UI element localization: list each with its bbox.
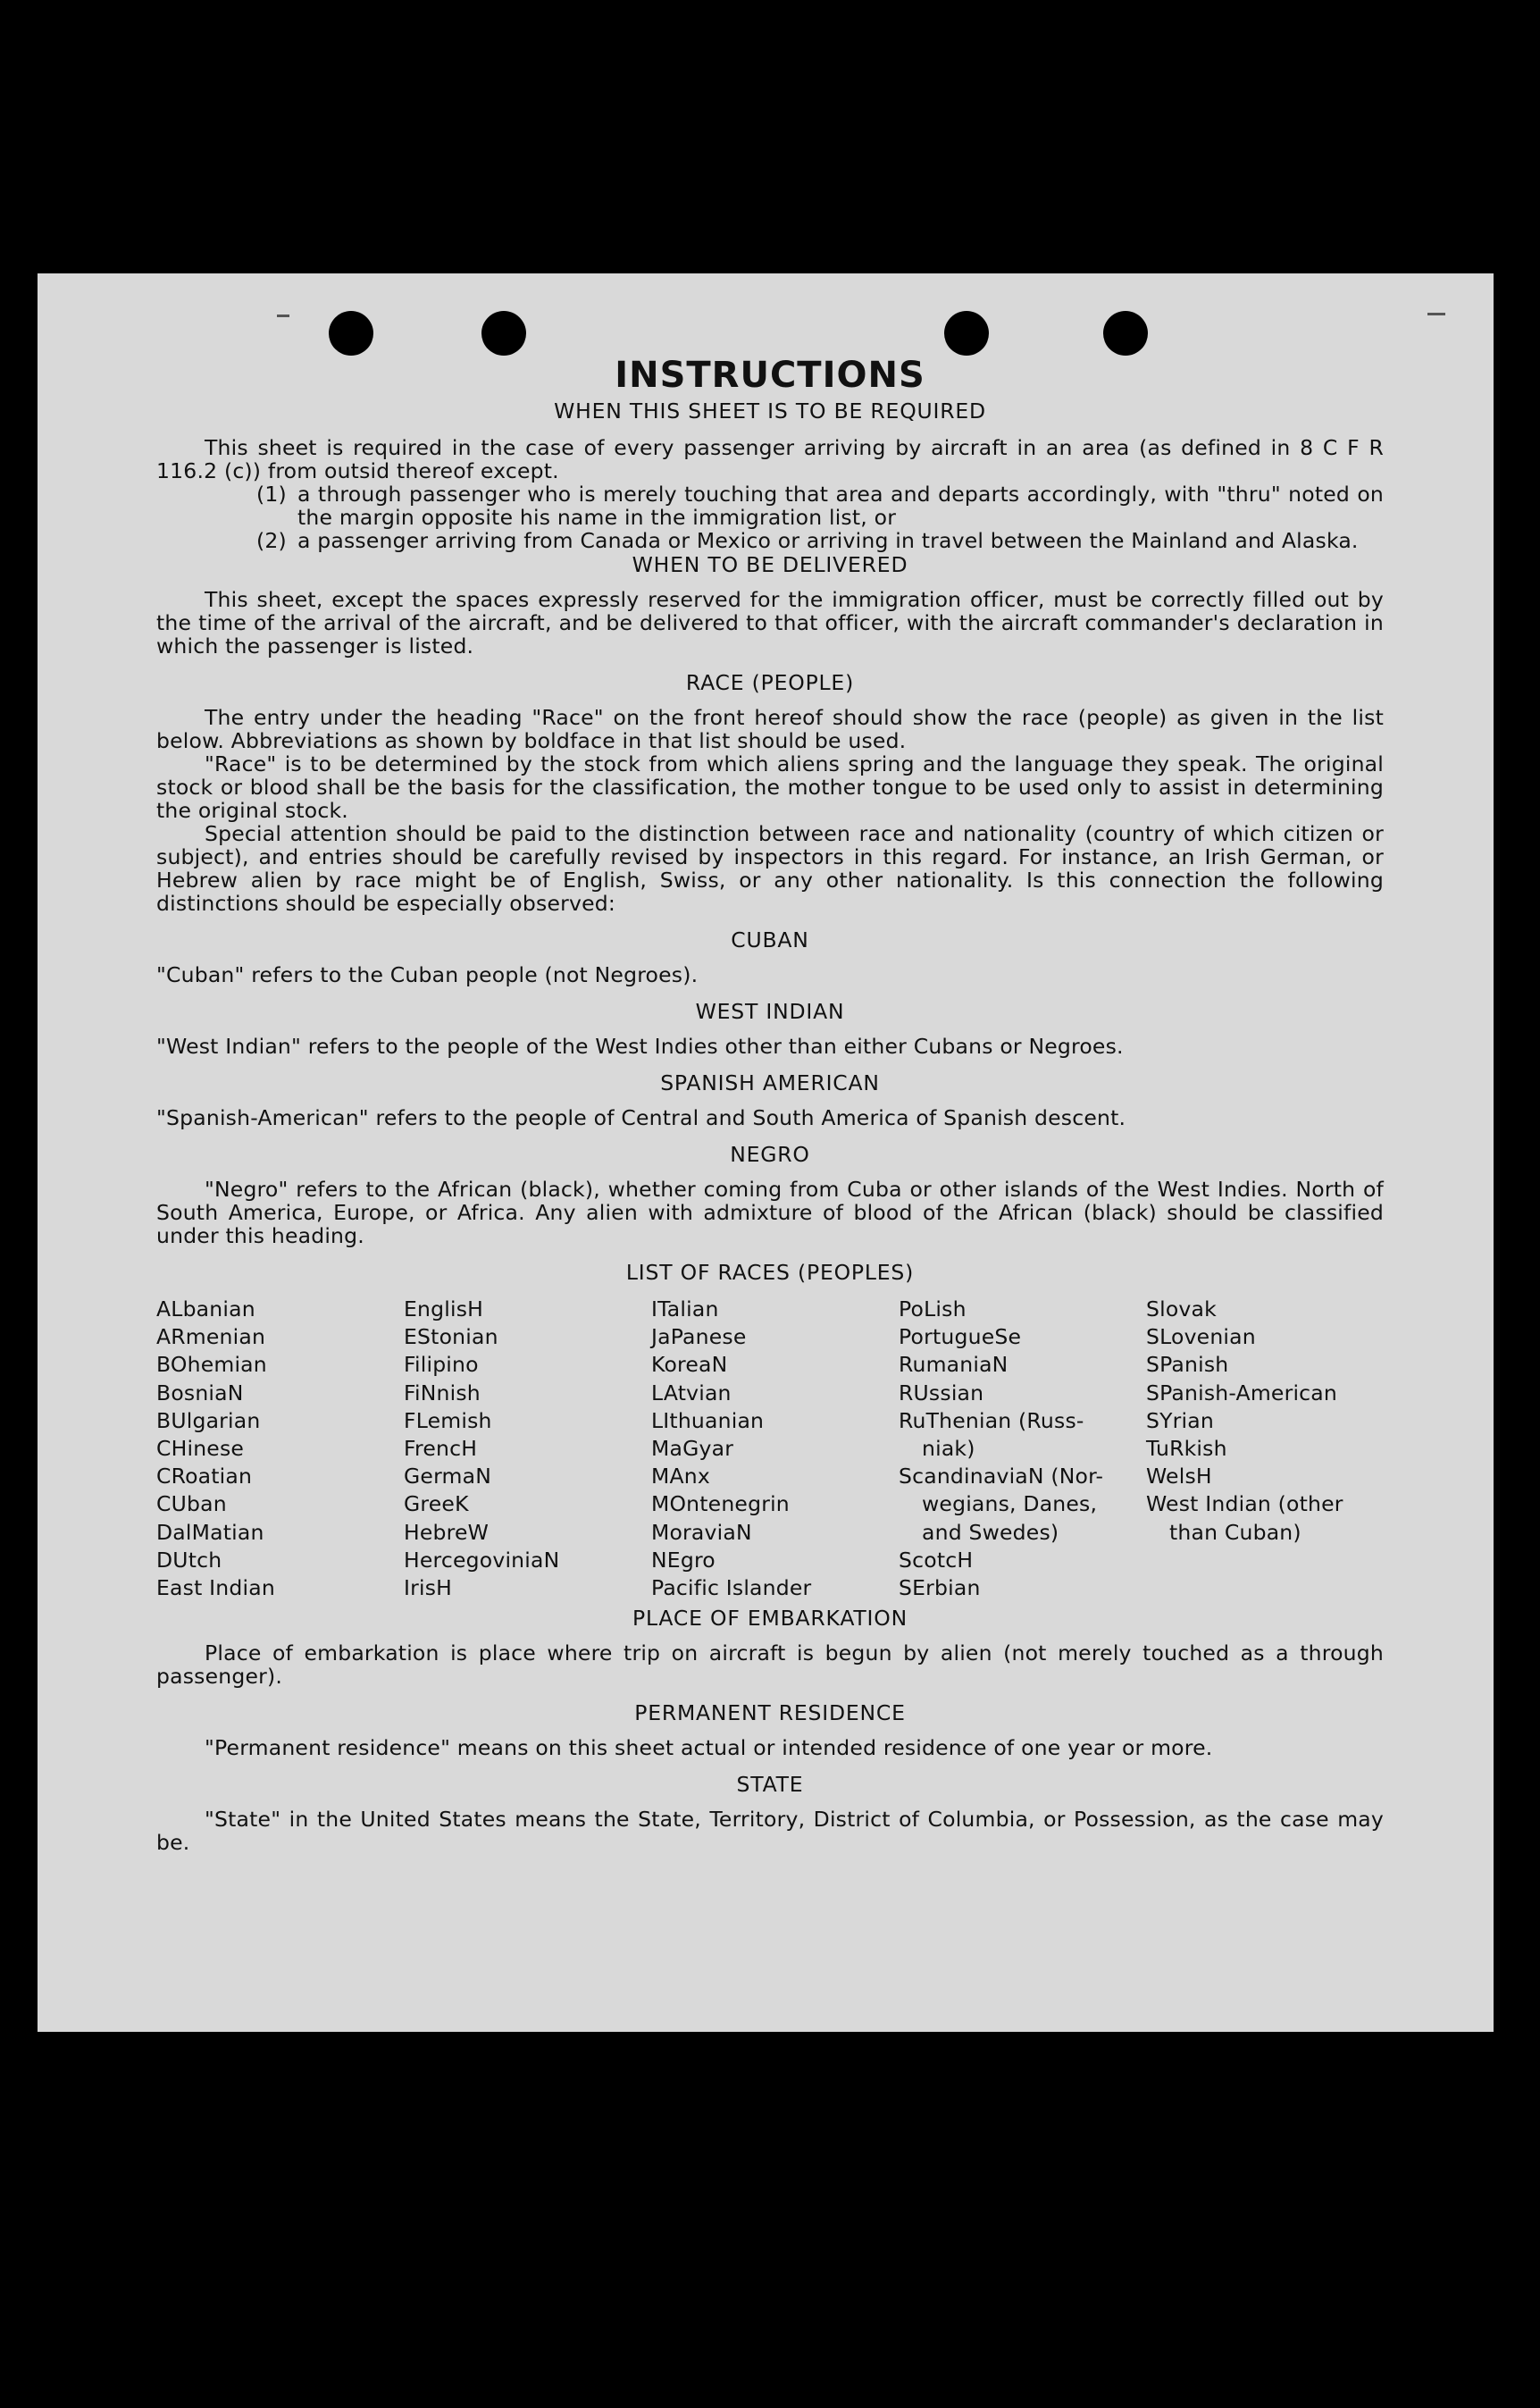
race-entry: GreeK: [404, 1491, 469, 1517]
race-entry: CHinese: [156, 1436, 245, 1462]
section-heading-west-indian: WEST INDIAN: [695, 999, 845, 1024]
print-mark: [277, 315, 289, 317]
race-entry: DUtch: [156, 1547, 222, 1573]
race-entry: MoraviaN: [651, 1519, 752, 1545]
exception-number: (2): [256, 528, 287, 553]
state-text: "State" in the United States means the State, Territory, District of Columbia, or Possession, as the case may be.: [156, 1807, 1384, 1856]
races-list: [156, 1296, 1384, 1602]
race-entry-continuation: than Cuban): [1169, 1519, 1301, 1545]
punch-hole: [481, 311, 526, 356]
race-entry: SYrian: [1146, 1407, 1214, 1433]
race-entry: GermaN: [404, 1464, 491, 1489]
race-entry: ScandinaviaN (Nor-: [899, 1464, 1104, 1489]
race-entry: SErbian: [899, 1575, 981, 1601]
punch-hole: [1103, 311, 1148, 356]
section-heading-cuban: CUBAN: [731, 927, 809, 952]
race-entry: ITalian: [651, 1296, 719, 1321]
race-entry: CUban: [156, 1491, 227, 1517]
race-entry: EStonian: [404, 1324, 498, 1350]
instructions-content: [156, 356, 1384, 1854]
race-entry: Filipino: [404, 1352, 479, 1378]
exception-text: a passenger arriving from Canada or Mexico or arriving in travel between the Mainland and Alaska.: [297, 528, 1359, 553]
section-heading-residence: PERMANENT RESIDENCE: [634, 1700, 906, 1726]
document-page: [38, 273, 1494, 2032]
races-column: [899, 1296, 1146, 1602]
race-entry: WelsH: [1146, 1464, 1212, 1489]
exception-number: (1): [256, 482, 287, 507]
race-entry: BUlgarian: [156, 1407, 261, 1433]
race-entry: SPanish-American: [1146, 1380, 1337, 1405]
section-heading-state: STATE: [736, 1772, 804, 1798]
race-entry: ALbanian: [156, 1296, 255, 1321]
race-paragraph-1: The entry under the heading "Race" on the front hereof should show the race (people) as given in the list below. Abbreviations as shown by boldface in that list should be used.: [156, 705, 1384, 753]
west-indian-text: "West Indian" refers to the people of the West Indies other than either Cubans or Negroes.: [156, 1034, 1124, 1059]
race-entry-continuation: niak): [922, 1436, 975, 1462]
race-entry: RuThenian (Russ-: [899, 1407, 1084, 1433]
race-entry: Slovak: [1146, 1296, 1217, 1321]
race-paragraph-2: "Race" is to be determined by the stock from which aliens spring and the language they speak. The original stock or blood shall be the basis for the classification, the mother tongue to be used only to assist in determining the original stock.: [156, 751, 1384, 823]
cuban-text: "Cuban" refers to the Cuban people (not Negroes).: [156, 962, 699, 987]
race-entry: KoreaN: [651, 1352, 728, 1378]
race-entry: FLemish: [404, 1407, 492, 1433]
race-entry: HebreW: [404, 1519, 490, 1545]
race-entry: FiNnish: [404, 1380, 481, 1405]
race-entry: IrisH: [404, 1575, 453, 1601]
punch-hole: [944, 311, 989, 356]
punch-hole: [329, 311, 373, 356]
delivered-text: This sheet, except the spaces expressly reserved for the immigration officer, must be correctly filled out by the time of the arrival of the aircraft, and be delivered to that officer, with the aircraft commander's declaration in which the passenger is listed.: [156, 587, 1384, 659]
race-entry: SLovenian: [1146, 1324, 1256, 1350]
race-entry: East Indian: [156, 1575, 275, 1601]
race-entry: TuRkish: [1146, 1436, 1227, 1462]
race-entry: ScotcH: [899, 1547, 974, 1573]
exception-item-2: [256, 529, 1384, 552]
spanish-american-text: "Spanish-American" refers to the people of Central and South America of Spanish descent.: [156, 1105, 1126, 1130]
negro-text: "Negro" refers to the African (black), whether coming from Cuba or other islands of the West Indies. North of South America, Europe, or Africa. Any alien with admixture of blood of the African (black) should be classified under this heading.: [156, 1177, 1384, 1248]
embarkation-text: Place of embarkation is place where trip on aircraft is begun by alien (not merely touched as a through passenger).: [156, 1640, 1384, 1690]
race-entry: RumaniaN: [899, 1352, 1009, 1378]
race-entry: CRoatian: [156, 1464, 253, 1489]
required-intro: This sheet is required in the case of every passenger arriving by aircraft in an area (as defined in 8 C F R 116.2 (c)) from outsid thereof except.: [156, 435, 1384, 483]
section-heading-delivered: WHEN TO BE DELIVERED: [632, 552, 908, 577]
section-heading-spanish-american: SPANISH AMERICAN: [660, 1070, 880, 1095]
race-entry: MOntenegrin: [651, 1491, 790, 1517]
section-heading-race: RACE (PEOPLE): [685, 670, 855, 695]
race-entry: RUssian: [899, 1380, 984, 1405]
race-entry: PortugueSe: [899, 1324, 1022, 1350]
section-heading-embarkation: PLACE OF EMBARKATION: [632, 1606, 908, 1632]
section-heading-negro: NEGRO: [730, 1142, 810, 1167]
race-entry-continuation: wegians, Danes,: [922, 1491, 1098, 1517]
race-entry: MaGyar: [651, 1436, 734, 1462]
race-entry-continuation: and Swedes): [922, 1519, 1059, 1545]
race-entry: BosniaN: [156, 1380, 244, 1405]
race-entry: West Indian (other: [1146, 1491, 1343, 1517]
race-entry: DalMatian: [156, 1519, 264, 1545]
race-entry: PoLish: [899, 1296, 967, 1321]
print-mark: [1427, 313, 1445, 315]
exception-text: a through passenger who is merely touching that area and departs accordingly, with "thru" noted on the margin opposite his name in the immigration list, or: [297, 482, 1384, 530]
race-entry: LAtvian: [651, 1380, 732, 1405]
race-entry: JaPanese: [651, 1324, 747, 1350]
race-entry: NEgro: [651, 1547, 716, 1573]
races-column: [1146, 1296, 1384, 1602]
race-paragraph-3: Special attention should be paid to the distinction between race and nationality (country of which citizen or subject), and entries should be carefully revised by inspectors in this regard. For instance, an Irish German, or Hebrew alien by race might be of English, Swiss, or any other nationality. Is this connection the following distinctions should be especially observed:: [156, 821, 1384, 916]
race-entry: MAnx: [651, 1464, 710, 1489]
race-entry: LIthuanian: [651, 1407, 765, 1433]
section-heading-required: WHEN THIS SHEET IS TO BE REQUIRED: [554, 399, 986, 424]
races-column: [651, 1296, 899, 1602]
page-title: INSTRUCTIONS: [615, 355, 925, 396]
races-column: [404, 1296, 651, 1602]
race-entry: HercegoviniaN: [404, 1547, 560, 1573]
race-entry: Pacific Islander: [651, 1575, 812, 1601]
race-entry: EnglisH: [404, 1296, 484, 1321]
exception-item-1: [256, 482, 1384, 529]
races-column: [156, 1296, 404, 1602]
race-entry: ARmenian: [156, 1324, 266, 1350]
race-entry: BOhemian: [156, 1352, 267, 1378]
residence-text: "Permanent residence" means on this sheet actual or intended residence of one year or more.: [205, 1735, 1213, 1761]
race-entry: SPanish: [1146, 1352, 1229, 1378]
race-entry: FrencH: [404, 1436, 478, 1462]
section-heading-list-of-races: LIST OF RACES (PEOPLES): [625, 1260, 915, 1285]
